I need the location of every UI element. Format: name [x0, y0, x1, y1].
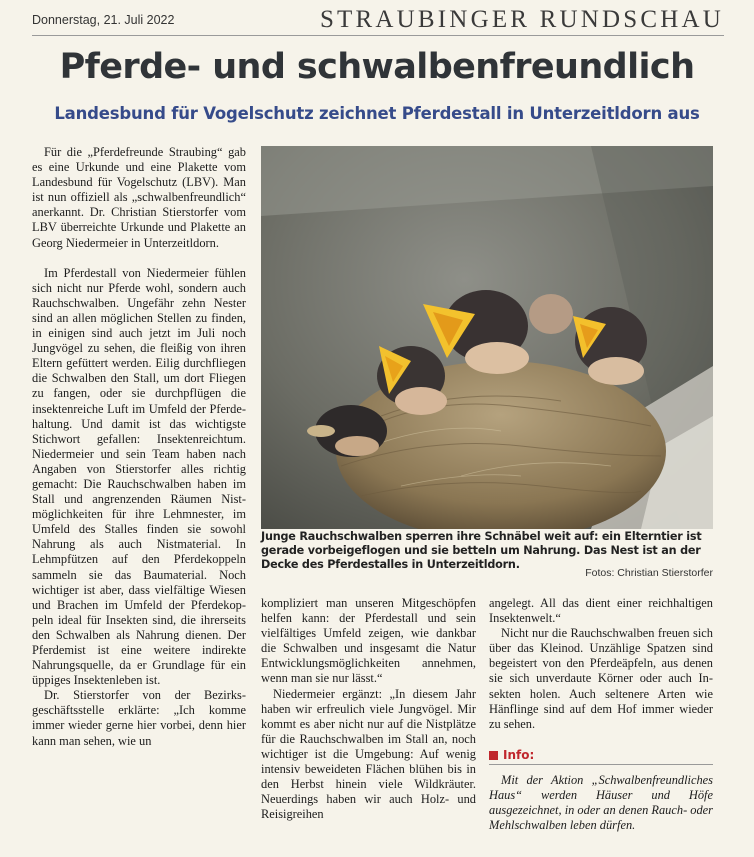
info-label: Info: — [503, 748, 535, 762]
swallow-nest-photo — [261, 146, 713, 529]
paragraph: kompliziert man unseren Mitgeschöpfen helfen kann: der Pferdestall und sein vielfältiges Umfeld zeigen, wie dankbar die Schwalben und insgesamt die Natur Entwicklungsmöglichkeiten annehmen, wenn man sie nur lässt.“ — [261, 596, 476, 686]
article-headline: Pferde- und schwalbenfreundlich — [59, 47, 695, 87]
newspaper-masthead: STRAUBINGER RUNDSCHAU — [319, 6, 724, 33]
paragraph: Niedermeier ergänzt: „In diesem Jahr haben wir erfreulich viele Jungvögel. Mir kommt es aber nicht nur auf die Nistplätze für die Rauchschwalben im Stall an, noch wichtiger ist die Umgebung: Auf wenig intensiv beweideten Flächen blühen bis in den Herbst hinein viele Wildkräuter. Neuerdings haben wir auch Holz- und Reisigreihen — [261, 686, 476, 822]
text-column-3 — [489, 596, 713, 732]
photo-credit: Fotos: Christian Stierstorfer — [585, 567, 713, 579]
info-box-heading — [489, 748, 713, 765]
paragraph: Mit der Aktion „Schwalbenfreundliches Haus“ werden Häuser und Höfe ausgezeichnet, in oder an denen Rauch- oder Mehlschwalben leben dürfen. — [489, 773, 714, 833]
header-rule — [32, 35, 724, 36]
paragraph: Im Pferdestall von Niedermeier fühlen sich nicht nur Pferde wohl, sondern auch Rauchschwalben. Ungefähr zehn Nester sind an allen möglichen Stellen zu finden, in einigen sind auch jetzt im Juli noch Jungvögel zu sehen, die fleißig von ihren Eltern gefüttert werden. Eilig durchfliegen die Schwalben den Stall, um dort Fliegen zu fangen, oder sie durchpflügen die insektenreiche Luft im Umfeld der Pferdehaltung. Und damit ist das wichtigste Stichwort gefallen: Insektenreichtum. Niedermeier und sein Team haben nach Angaben von Stierstorfer alles richtig gemacht: Die Rauchschwalben haben im Stall und angrenzenden Räumen Nistmöglichkeiten für ihre Lehmnester, im Umfeld des Stalles finden sie sowohl Nahrung als auch Nistmaterial. In Lehmpfützen auf den Pferdekoppeln sammeln sie das Baumaterial. Noch wichtiger ist aber, dass vielfältige Wiesen und Brachen im Umfeld der Pferdekoppeln ideal für Insekten sind, die ihrerseits den Schwalben als Nahrung dienen. Der Pferdemist ist eine weitere indirekte Nahrungsquelle, da er Grundlage für ein üppiges Insektenleben ist. — [32, 265, 246, 688]
swallow-nest-illustration — [261, 146, 713, 529]
article-subheadline: Landesbund für Vogelschutz zeichnet Pferdestall in Unterzeitldorn aus — [54, 104, 700, 123]
text-column-1 — [32, 145, 246, 749]
red-square-icon — [489, 751, 498, 760]
photo-caption: Junge Rauchschwalben sperren ihre Schnäbel weit auf: ein Elterntier ist gerade vorbeigeflogen und sie betteln um Nahrung. Das Nest ist an der Decke des Pferdestalles in Unterzeitldorn. — [261, 530, 702, 571]
issue-date: Donnerstag, 21. Juli 2022 — [32, 13, 175, 27]
paragraph: Für die „Pferdefreunde Straubing“ gab es eine Urkunde und eine Plakette vom Landesbund für Vogelschutz (LBV). Man ist nun offiziell als „schwalbenfreundlich“ anerkannt. Dr. Christian Stierstorfer vom LBV überreichte Urkunde und Plakette an Georg Niedermeier in Unterzeitldorn. — [32, 145, 246, 250]
paragraph: Dr. Stierstorfer von der Bezirksgeschäftsstelle erklärte: „Ich komme immer wieder gerne hier vorbei, denn hier kann man sehen, wie un — [32, 688, 246, 748]
paragraph: angelegt. All das dient einer reichhaltigen Insektenwelt.“ — [489, 596, 713, 626]
text-column-2 — [261, 596, 476, 822]
paragraph: Nicht nur die Rauchschwalben freuen sich über das Kleinod. Unzählige Spatzen sind begeistert von den Pferdeäpfeln, aus denen sie sich unverdaute Körner oder auch Insekten holen. Auch seltenere Arten wie Hänflinge sind auf dem Hof immer wieder zu sehen. — [489, 626, 713, 731]
info-box-text — [489, 773, 713, 833]
